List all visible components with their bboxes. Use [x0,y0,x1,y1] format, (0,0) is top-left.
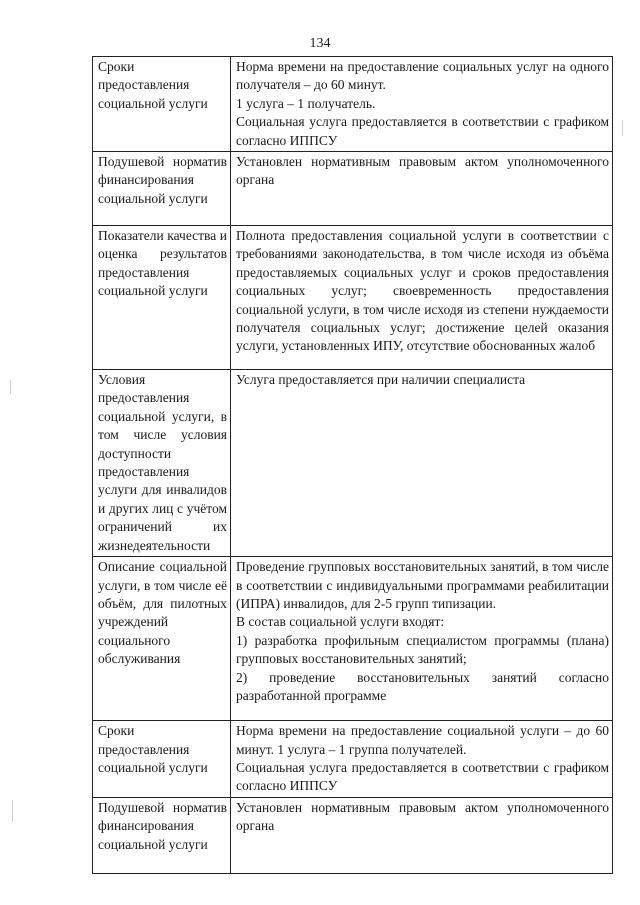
value-line: Полнота предоставления социальной услуги в соответствии с требованиями законодательства, в том числе исходя из объёма предоставляемых социальных услуг и сроков предоставления социальных услуг; своевременность предоставления социальной услуги, в том числе исходя из степени нуждаемости получателя социальных услуг; достижение целей оказания услуги, установленных ИПУ, отсутствие обоснованных жалоб [236,228,609,354]
row-value [231,797,613,873]
row-value [231,57,613,152]
value-line: Проведение групповых восстановительных занятий, в том числе в соответствии с индивидуальными программами реабилитации (ИПРА) инвалидов, для 2-5 групп типизации. [236,559,609,611]
value-line: 1) разработка профильным специалистом программы (плана) групповых восстановительных занятий; [236,632,609,667]
table-row [93,152,613,226]
value-line: 1 услуга – 1 получатель. [236,95,376,111]
value-line: 2) проведение восстановительных занятий согласно разработанной программе [236,669,609,703]
row-label: Показатели качества и оценка результатов предоставления социальной услуги [93,226,231,370]
row-label: Подушевой норматив финансирования социальной услуги [93,797,231,873]
scan-margin-mark [10,380,11,394]
row-label: Условия предоставления социальной услуги, в том числе условия доступности предоставления услуги для инвалидов и других лиц с учётом ограничений их жизнедеятельности [93,370,231,557]
value-line: Социальная услуга предоставляется в соответствии с графиком согласно ИППСУ [236,759,609,794]
row-label: Сроки предоставления социальной услуги [93,57,231,152]
scan-margin-mark [622,120,623,136]
row-value [231,152,613,226]
value-line: Социальная услуга предоставляется в соответствии с графиком согласно ИППСУ [236,114,609,148]
value-line: В состав социальной услуги входят: [236,614,445,630]
value-line: Услуга предоставляется при наличии специалиста [236,372,526,388]
page-number: 134 [309,36,331,51]
table-row [93,557,613,721]
scan-margin-mark [12,800,13,822]
row-value [231,557,613,721]
value-line: Норма времени на предоставление социальной услуги – до 60 минут. 1 услуга – 1 группа получателей. [236,723,609,757]
row-label: Подушевой норматив финансирования социальной услуги [93,152,231,226]
table-row [93,721,613,798]
row-label: Сроки предоставления социальной услуги [93,721,231,798]
table-row [93,370,613,557]
table-row [93,226,613,370]
table-row [93,797,613,873]
value-line: Установлен нормативным правовым актом уполномоченного органа [236,799,609,834]
service-table [92,56,613,874]
row-label: Описание социальной услуги, в том числе её объём, для пилотных учреждений социального обслуживания [93,557,231,721]
table-row [93,57,613,152]
value-line: Установлен нормативным правовым актом уполномоченного органа [236,154,609,188]
row-value [231,721,613,798]
row-value [231,226,613,370]
row-value [231,370,613,557]
value-line: Норма времени на предоставление социальных услуг на одного получателя – до 60 минут. [236,59,609,93]
